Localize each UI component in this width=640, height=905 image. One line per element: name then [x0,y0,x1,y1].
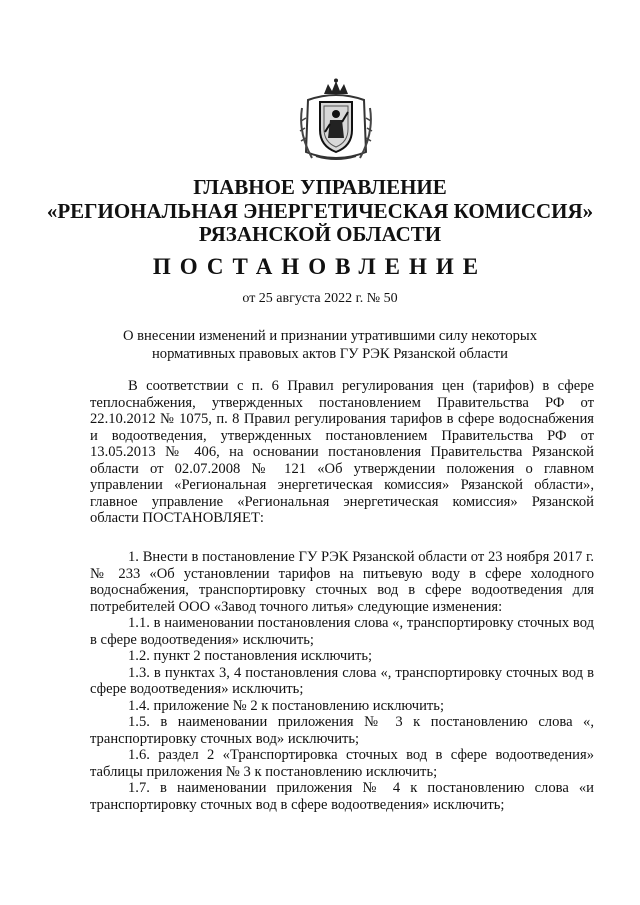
document-subject: О внесении изменений и признании утратившими силу некоторых нормативных правовых актов ГУ РЭК Рязанской области [122,328,538,362]
agency-title-line-3: РЯЗАНСКОЙ ОБЛАСТИ [198,222,442,246]
item-1-6: 1.6. раздел 2 «Транспортировка сточных вод в сфере водоотведения» таблицы приложения № 3 к постановлению исключить; [90,747,594,780]
agency-title-line-1: ГЛАВНОЕ УПРАВЛЕНИЕ [193,175,447,199]
item-1: 1. Внести в постановление ГУ РЭК Рязанской области от 23 ноября 2017 г. № 233 «Об установлении тарифов на питьевую воду в сфере холодного водоснабжения, транспортировку сточных вод в сфере водоотведения для потребителей ООО «Завод точного литья» следующие изменения: [90,549,594,615]
decree-items [90,549,594,813]
item-1-2: 1.2. пункт 2 постановления исключить; [128,648,373,664]
item-1-1: 1.1. в наименовании постановления слова «, транспортировку сточных вод в сфере водоотведения» исключить; [90,615,594,648]
preamble [90,378,594,527]
document-type: ПОСТАНОВЛЕНИЕ [152,254,488,279]
date-line: от 25 августа 2022 г. № 50 [242,291,398,306]
preamble-text: В соответствии с п. 6 Правил регулирования цен (тарифов) в сфере теплоснабжения, утвержденных постановлением Правительства РФ от 22.10.2012 № 1075, п. 8 Правил регулирования тарифов в сфере водоснабжения и водоотведения, утвержденных постановлением Правительства РФ от 13.05.2013 № 406, на основании постановления Правительства Рязанской области от 02.07.2008 № 121 «Об утверждении положения о главном управлении «Региональная энергетическая комиссия» Рязанской области», главное управление «Региональная энергетическая комиссия» Рязанской области ПОСТАНОВЛЯЕТ: [90,378,594,526]
coat-of-arms-emblem [296,78,376,166]
item-1-4: 1.4. приложение № 2 к постановлению исключить; [128,697,445,714]
item-1-7: 1.7. в наименовании приложения № 4 к постановлению слова «и транспортировку сточных вод в сфере водоотведения» исключить; [90,780,594,813]
item-1-5: 1.5. в наименовании приложения № 3 к постановлению слова «, транспортировку сточных вод» исключить; [90,714,594,747]
item-1-3: 1.3. в пунктах 3, 4 постановления слова «, транспортировку сточных вод в сфере водоотведения» исключить; [90,664,594,697]
agency-title-line-2: «РЕГИОНАЛЬНАЯ ЭНЕРГЕТИЧЕСКАЯ КОМИССИЯ» [46,199,594,223]
